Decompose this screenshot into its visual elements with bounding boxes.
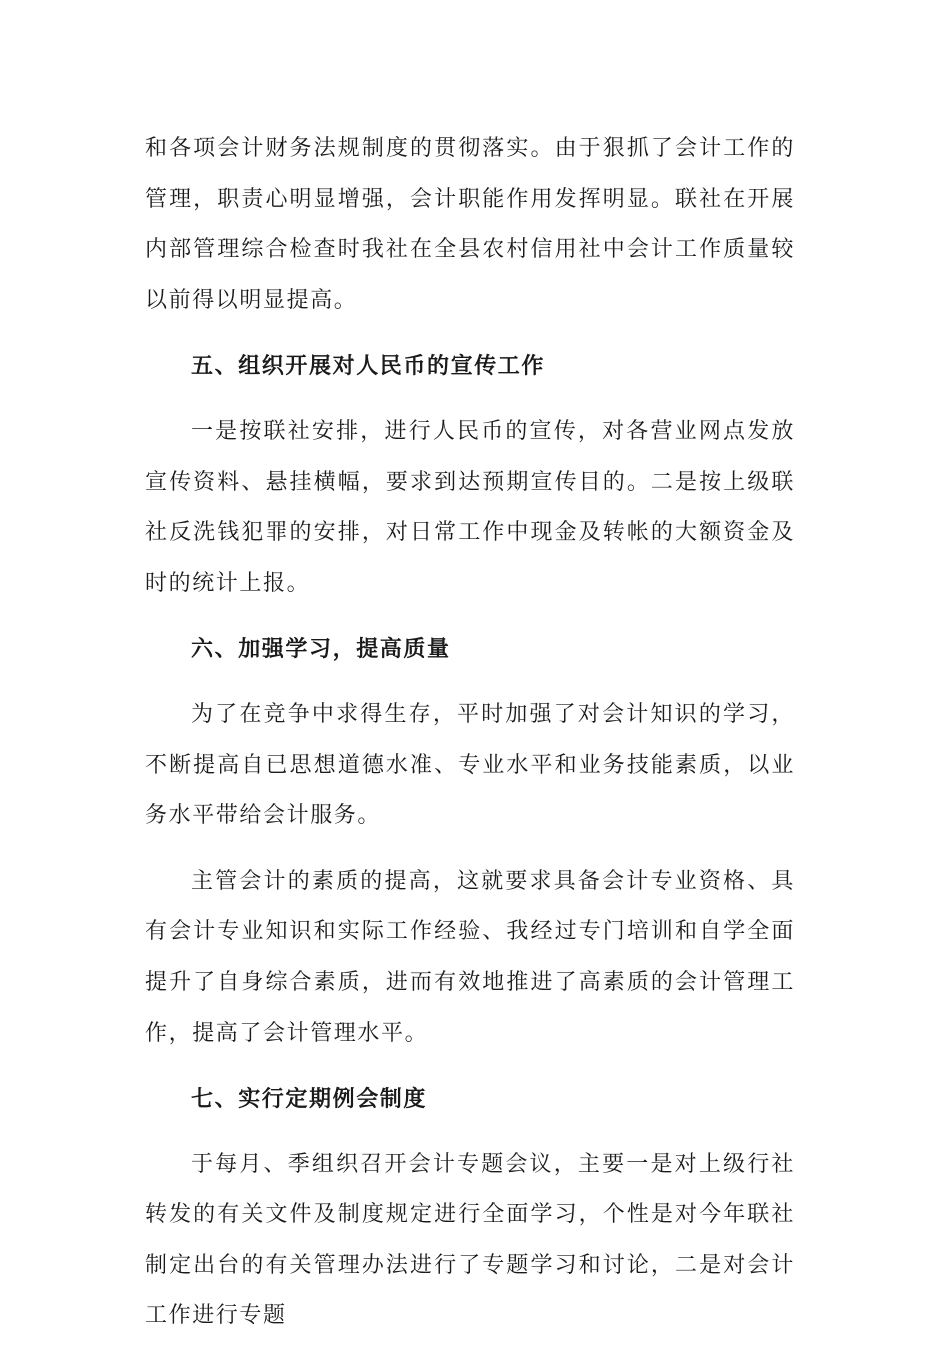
document-page (145, 124, 795, 1357)
paragraph-rmb-publicity: 一是按联社安排，进行人民币的宣传，对各营业网点发放宣传资料、悬挂横幅，要求到达预期宣传目的。二是按上级联社反洗钱犯罪的安排，对日常工作中现金及转帐的大额资金及时的统计上报。 (145, 418, 795, 596)
paragraph-management-quality: 和各项会计财务法规制度的贯彻落实。由于狠抓了会计工作的管理，职责心明显增强，会计职能作用发挥明显。联社在开展内部管理综合检查时我社在全县农村信用社中会计工作质量较以前得以明显提高。 (145, 136, 795, 313)
heading-regular-meetings: 七、实行定期例会制度 (191, 1086, 428, 1113)
paragraph-accountant-quality: 主管会计的素质的提高，这就要求具备会计专业资格、具有会计专业知识和实际工作经验、我经过专门培训和自学全面提升了自身综合素质，进而有效地推进了高素质的会计管理工作，提高了会计管理水平。 (145, 868, 795, 1046)
paragraph-regular-meetings: 于每月、季组织召开会计专题会议，主要一是对上级行社转发的有关文件及制度规定进行全面学习，个性是对今年联社制定出台的有关管理办法进行了专题学习和讨论，二是对会计工作进行专题 (145, 1151, 795, 1329)
heading-rmb-publicity: 五、组织开展对人民币的宣传工作 (191, 353, 546, 380)
paragraph-study-knowledge: 为了在竞争中求得生存，平时加强了对会计知识的学习，不断提高自已思想道德水准、专业水平和业务技能素质，以业务水平带给会计服务。 (145, 701, 795, 829)
heading-study-quality: 六、加强学习，提高质量 (191, 636, 451, 663)
